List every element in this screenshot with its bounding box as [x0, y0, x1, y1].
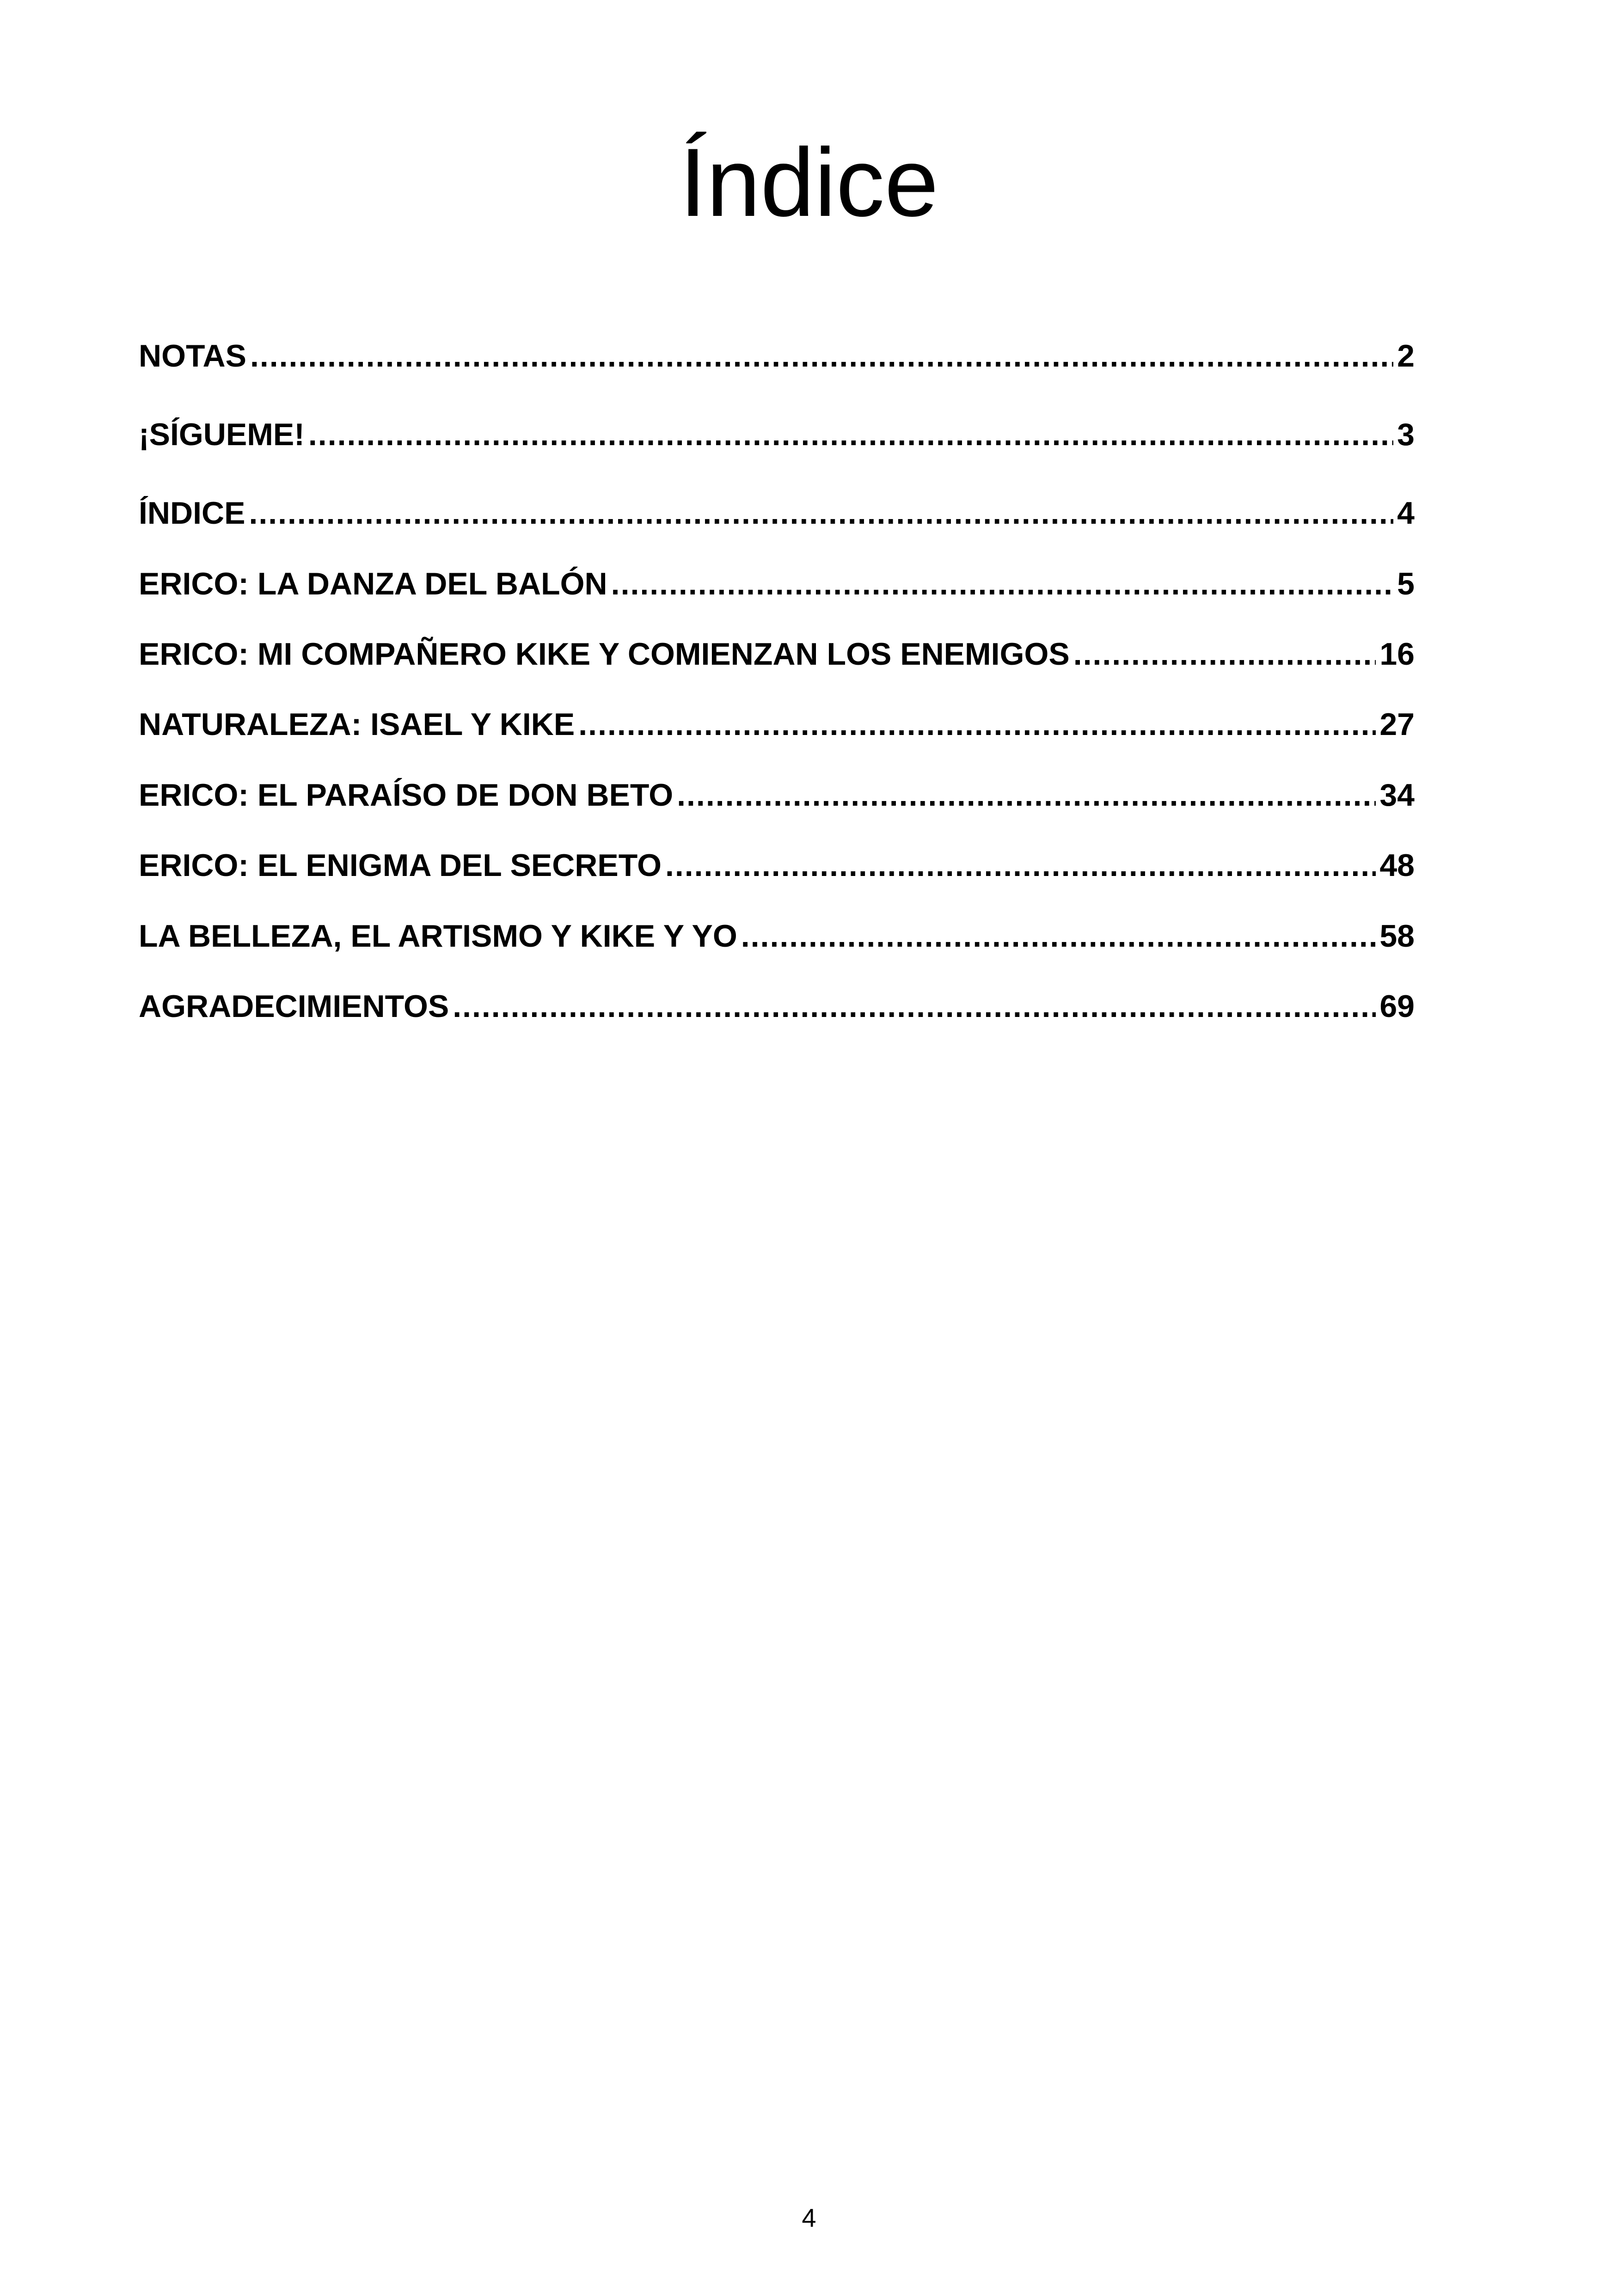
toc-entry-title: AGRADECIMIENTOS [139, 989, 449, 1024]
toc-entry[interactable] [139, 842, 1415, 888]
toc-dot-leader [250, 333, 1393, 379]
toc-entry-page: 34 [1379, 778, 1415, 813]
toc-entry[interactable] [139, 333, 1415, 379]
toc-dot-leader [611, 561, 1394, 607]
toc-entry-page: 48 [1379, 848, 1415, 883]
toc-entry[interactable] [139, 631, 1415, 677]
toc-dot-leader [1073, 631, 1376, 677]
toc-entry-page: 3 [1397, 417, 1415, 452]
toc-entry-title: ERICO: LA DANZA DEL BALÓN [139, 566, 607, 601]
toc-entry-title: ÍNDICE [139, 496, 245, 531]
toc-entry-page: 27 [1379, 707, 1415, 742]
toc-entry-page: 2 [1397, 338, 1415, 373]
toc-entry[interactable] [139, 411, 1415, 458]
toc-entry-title: ¡SÍGUEME! [139, 417, 305, 452]
toc-entry-title: ERICO: EL ENIGMA DEL SECRETO [139, 848, 662, 883]
toc-entry-title: LA BELLEZA, EL ARTISMO Y KIKE Y YO [139, 918, 737, 954]
toc-dot-leader [578, 701, 1376, 747]
toc-entry-page: 69 [1379, 989, 1415, 1024]
toc-dot-leader [741, 913, 1376, 959]
toc-entry-title: ERICO: MI COMPAÑERO KIKE Y COMIENZAN LOS ENEMIGOS [139, 637, 1070, 672]
toc-entry[interactable] [139, 913, 1415, 959]
toc-dot-leader [249, 490, 1393, 536]
toc-dot-leader [665, 842, 1376, 888]
toc-entry[interactable] [139, 772, 1415, 818]
toc-entry[interactable] [139, 701, 1415, 747]
toc-dot-leader [308, 411, 1393, 458]
toc-entry-page: 16 [1379, 637, 1415, 672]
toc-entry-page: 4 [1397, 496, 1415, 531]
toc-entry-page: 5 [1397, 566, 1415, 601]
toc-dot-leader [453, 983, 1376, 1029]
toc-dot-leader [677, 772, 1376, 818]
toc-entry[interactable] [139, 561, 1415, 607]
toc-entry-title: NOTAS [139, 338, 246, 373]
toc-entry-title: ERICO: EL PARAÍSO DE DON BETO [139, 778, 674, 813]
toc-entry-title: NATURALEZA: ISAEL Y KIKE [139, 707, 575, 742]
page-number: 4 [802, 2203, 816, 2232]
page-title: Índice [679, 128, 939, 237]
toc-entry[interactable] [139, 490, 1415, 536]
toc-entry[interactable] [139, 983, 1415, 1029]
toc-entry-page: 58 [1379, 918, 1415, 954]
